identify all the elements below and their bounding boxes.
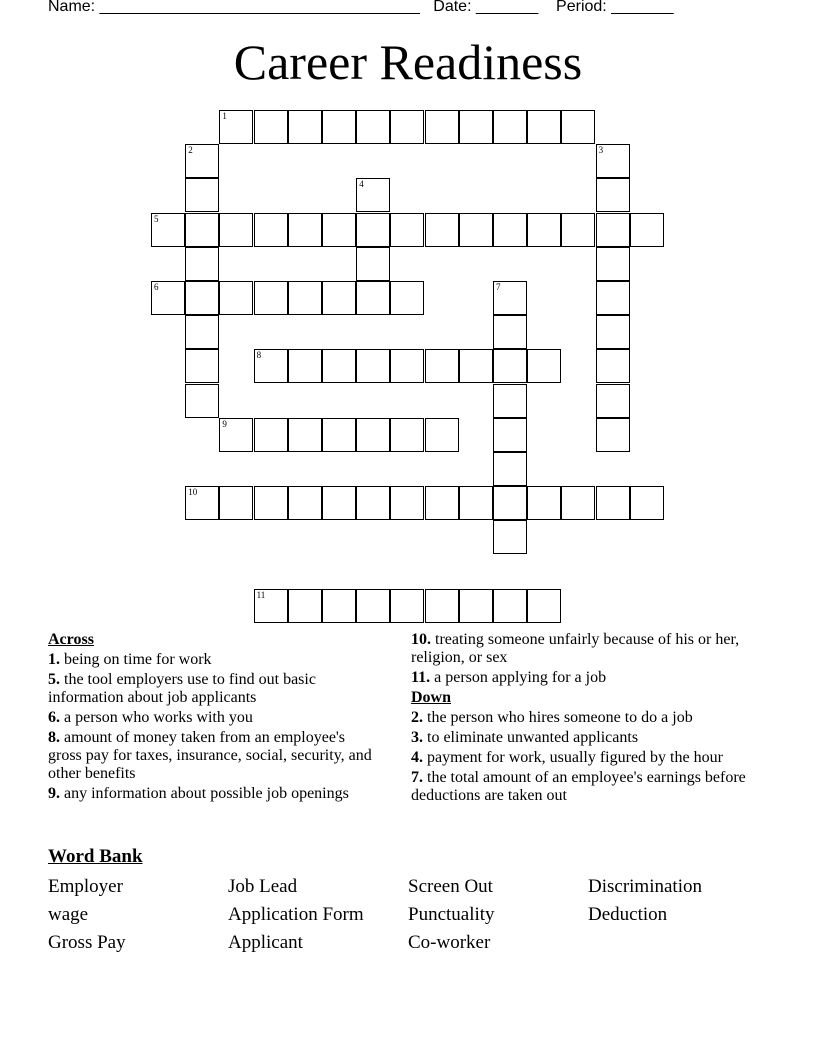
crossword-cell[interactable] (254, 418, 288, 452)
crossword-cell[interactable] (425, 418, 459, 452)
crossword-cell[interactable] (185, 486, 219, 520)
crossword-cell[interactable] (322, 589, 356, 623)
crossword-cell[interactable] (254, 281, 288, 315)
crossword-cell[interactable] (356, 178, 390, 212)
cell-number: 4 (359, 179, 364, 190)
crossword-cell[interactable] (219, 486, 253, 520)
crossword-cell[interactable] (288, 589, 322, 623)
crossword-cell[interactable] (425, 486, 459, 520)
word-bank-item: Gross Pay (48, 932, 126, 953)
crossword-cell[interactable] (254, 110, 288, 144)
clue-down-7: 7. the total amount of an employee's earnings before deductions are taken out (411, 769, 746, 804)
crossword-cell[interactable] (493, 281, 527, 315)
name-label: Name: (48, 0, 96, 15)
word-bank-item: Discrimination (588, 876, 702, 897)
crossword-cell[interactable] (596, 349, 630, 383)
crossword-cell[interactable] (185, 384, 219, 418)
crossword-cell[interactable] (288, 281, 322, 315)
crossword-cell[interactable] (390, 349, 424, 383)
crossword-cell[interactable] (390, 110, 424, 144)
crossword-cell[interactable] (185, 247, 219, 281)
across-clues-column-1 (48, 631, 378, 805)
crossword-cell[interactable] (219, 281, 253, 315)
word-bank-item: Employer (48, 876, 123, 897)
cell-number: 5 (154, 213, 159, 224)
crossword-cell[interactable] (459, 589, 493, 623)
cell-number: 6 (154, 282, 159, 292)
crossword-cell[interactable] (596, 213, 630, 247)
crossword-cell[interactable] (493, 418, 527, 452)
crossword-cell[interactable] (493, 315, 527, 349)
crossword-cell[interactable] (630, 486, 664, 520)
period-label: Period: (556, 0, 607, 15)
crossword-cell[interactable] (459, 349, 493, 383)
cell-number: 8 (256, 350, 262, 361)
clues-column-2 (411, 631, 756, 807)
page-title: Career Readiness (233, 34, 583, 90)
crossword-cell[interactable] (459, 213, 493, 247)
clue-across-9: 9. any information about possible job openings (48, 785, 349, 802)
crossword-cell[interactable] (527, 486, 561, 520)
crossword-cell[interactable] (288, 110, 322, 144)
crossword-cell[interactable] (527, 213, 561, 247)
crossword-cell[interactable] (254, 589, 288, 623)
clue-across-10: 10. treating someone unfairly because of his or her, religion, or sex (411, 631, 740, 666)
name-field[interactable]: ____________________________________ (99, 0, 420, 15)
clue-down-2: 2. the person who hires someone to do a job (411, 709, 693, 726)
crossword-cell[interactable] (493, 213, 527, 247)
crossword-cell[interactable] (527, 589, 561, 623)
word-bank-item: Applicant (228, 932, 303, 953)
word-bank-item: wage (48, 904, 89, 925)
cell-number: 3 (598, 145, 604, 156)
crossword-cell[interactable] (151, 281, 185, 315)
cell-number: 9 (222, 418, 227, 429)
crossword-cell[interactable] (561, 110, 595, 144)
crossword-cell[interactable] (596, 144, 630, 178)
word-bank-item: Punctuality (408, 904, 495, 925)
crossword-cell[interactable] (493, 349, 527, 383)
crossword-cell[interactable] (185, 315, 219, 349)
crossword-cell[interactable] (390, 589, 424, 623)
crossword-cell[interactable] (185, 281, 219, 315)
crossword-cell[interactable] (493, 486, 527, 520)
crossword-cell[interactable] (459, 110, 493, 144)
word-bank-item: Job Lead (228, 876, 298, 897)
crossword-cell[interactable] (356, 213, 390, 247)
crossword-cell[interactable] (493, 520, 527, 554)
crossword-cell[interactable] (425, 110, 459, 144)
down-heading: Down (411, 689, 452, 706)
date-label: Date: (433, 0, 472, 15)
crossword-cell[interactable] (596, 384, 630, 418)
crossword-cell[interactable] (596, 281, 630, 315)
cell-number: 7 (496, 282, 501, 292)
cell-number: 1 (222, 111, 227, 121)
crossword-cell[interactable] (596, 178, 630, 212)
crossword-cell[interactable] (151, 213, 185, 247)
crossword-cell[interactable] (288, 486, 322, 520)
crossword-cell[interactable] (219, 213, 253, 247)
across-heading: Across (48, 631, 94, 648)
crossword-cell[interactable] (390, 486, 424, 520)
crossword-cell[interactable] (527, 110, 561, 144)
crossword-cell[interactable] (356, 418, 390, 452)
crossword-cell[interactable] (596, 247, 630, 281)
crossword-cell[interactable] (322, 281, 356, 315)
crossword-cell[interactable] (459, 486, 493, 520)
crossword-cell[interactable] (185, 178, 219, 212)
word-bank-item: Screen Out (408, 876, 493, 897)
date-field[interactable]: _______ (475, 0, 539, 15)
crossword-cell[interactable] (185, 213, 219, 247)
clue-across-6: 6. a person who works with you (48, 709, 253, 726)
crossword-cell[interactable] (561, 213, 595, 247)
crossword-cell[interactable] (390, 213, 424, 247)
crossword-cell[interactable] (630, 213, 664, 247)
clue-down-4: 4. payment for work, usually figured by the hour (411, 749, 723, 766)
word-bank-item: Deduction (588, 904, 668, 925)
crossword-cell[interactable] (493, 589, 527, 623)
word-bank-item: Co-worker (408, 932, 491, 953)
crossword-cell[interactable] (356, 589, 390, 623)
cell-number: 10 (188, 487, 198, 498)
clue-across-8: 8. amount of money taken from an employee's gross pay for taxes, insurance, social, security, and other benefits (48, 729, 372, 782)
crossword-cell[interactable] (425, 589, 459, 623)
crossword-cell[interactable] (322, 110, 356, 144)
crossword-cell[interactable] (288, 349, 322, 383)
clue-across-11: 11. a person applying for a job (411, 669, 607, 686)
crossword-cell[interactable] (254, 349, 288, 383)
crossword-cell[interactable] (254, 486, 288, 520)
clue-down-3: 3. to eliminate unwanted applicants (411, 729, 639, 746)
word-bank-title: Word Bank (48, 846, 143, 867)
clue-across-5: 5. the tool employers use to find out basic information about job applicants (48, 671, 316, 706)
period-field[interactable]: _______ (611, 0, 674, 15)
crossword-cell[interactable] (493, 384, 527, 418)
crossword-cell[interactable] (185, 349, 219, 383)
crossword-cell[interactable] (425, 349, 459, 383)
clue-across-1: 1. being on time for work (48, 651, 212, 668)
crossword-cell[interactable] (288, 418, 322, 452)
crossword-cell[interactable] (322, 486, 356, 520)
crossword-cell[interactable] (596, 315, 630, 349)
crossword-cell[interactable] (322, 418, 356, 452)
crossword-cell[interactable] (322, 349, 356, 383)
word-bank-item: Application Form (228, 904, 364, 925)
crossword-cell[interactable] (288, 213, 322, 247)
crossword-cell[interactable] (425, 213, 459, 247)
crossword-cell[interactable] (493, 452, 527, 486)
cell-number: 2 (188, 145, 193, 156)
crossword-cell[interactable] (561, 486, 595, 520)
crossword-cell[interactable] (219, 110, 253, 144)
crossword-cell[interactable] (390, 281, 424, 315)
crossword-cell[interactable] (527, 349, 561, 383)
crossword-cell[interactable] (185, 144, 219, 178)
crossword-cell[interactable] (356, 281, 390, 315)
crossword-cell[interactable] (596, 486, 630, 520)
crossword-cell[interactable] (356, 349, 390, 383)
crossword-cell[interactable] (356, 110, 390, 144)
crossword-cell[interactable] (356, 486, 390, 520)
crossword-cell[interactable] (493, 110, 527, 144)
crossword-cell[interactable] (322, 213, 356, 247)
crossword-cell[interactable] (356, 247, 390, 281)
crossword-cell[interactable] (390, 418, 424, 452)
crossword-cell[interactable] (596, 418, 630, 452)
crossword-cell[interactable] (219, 418, 253, 452)
crossword-cell[interactable] (254, 213, 288, 247)
cell-number: 11 (256, 589, 266, 600)
